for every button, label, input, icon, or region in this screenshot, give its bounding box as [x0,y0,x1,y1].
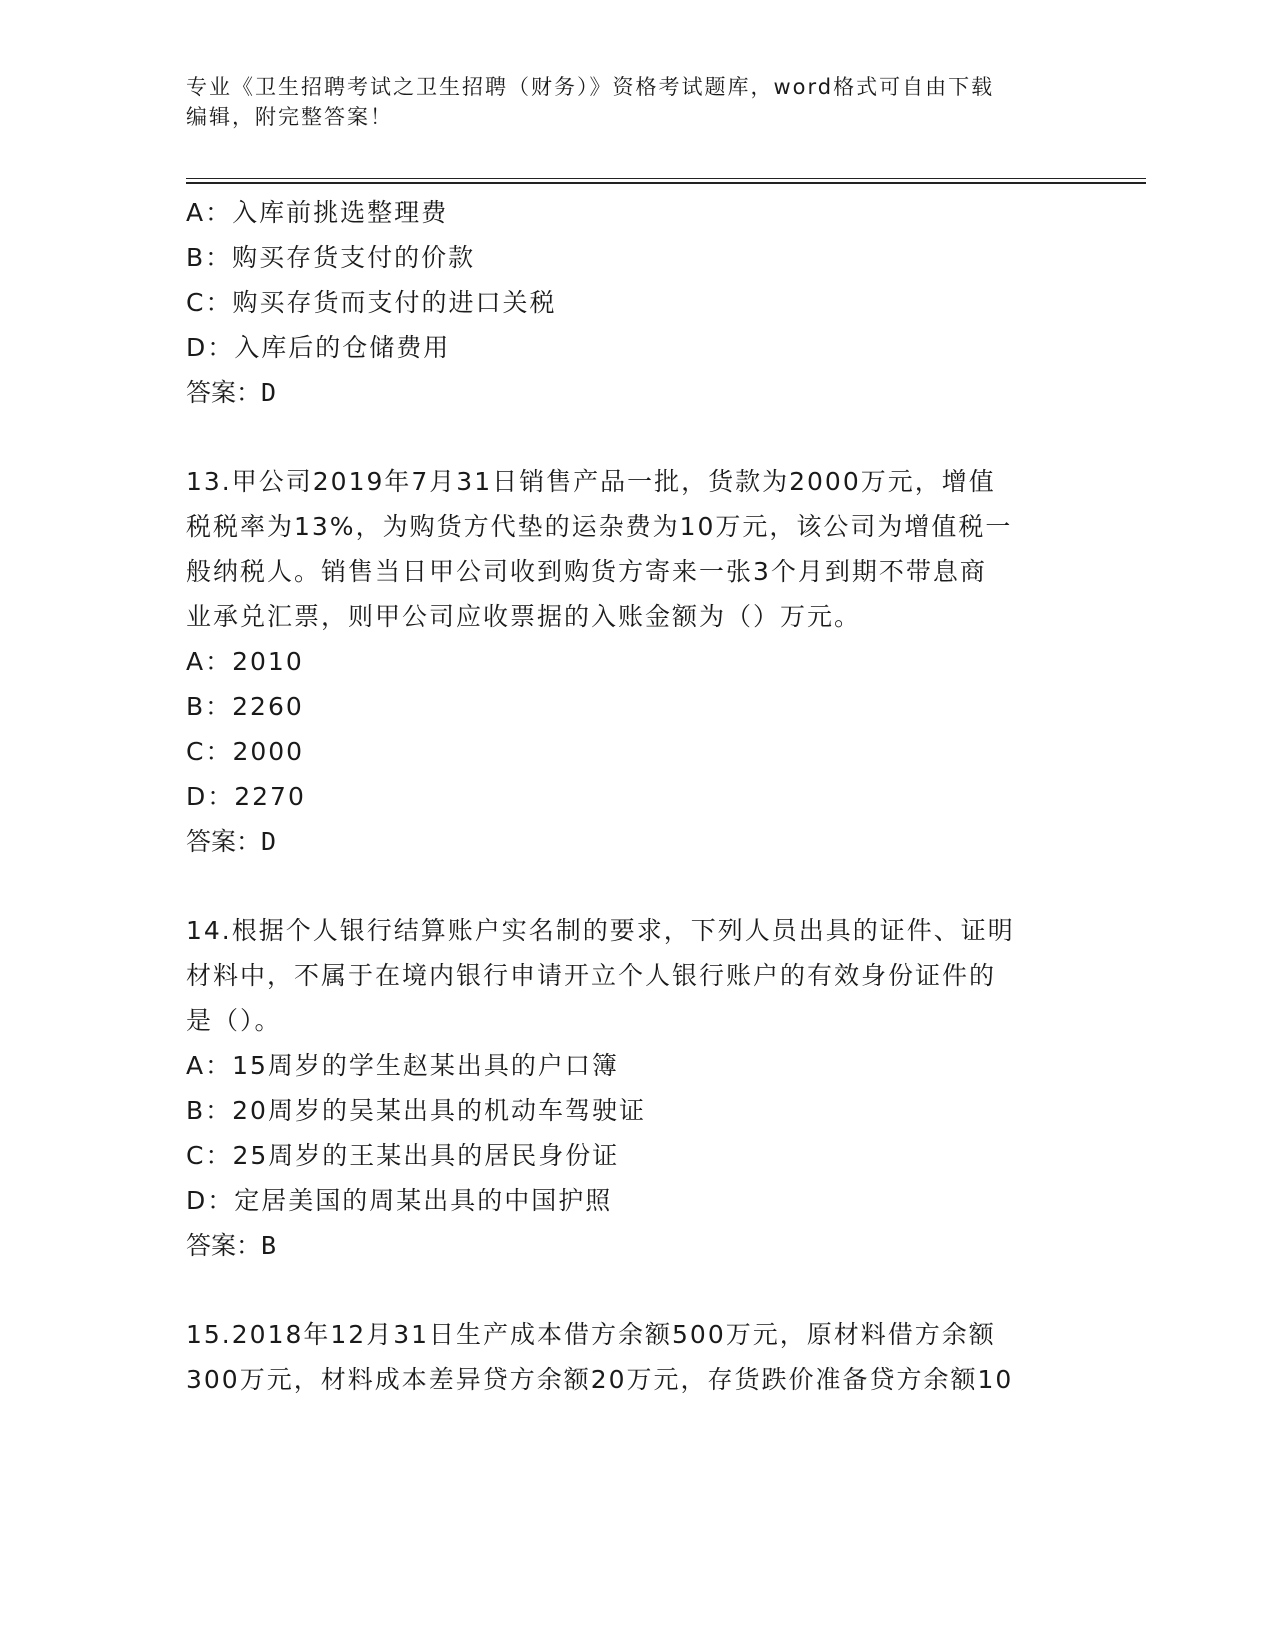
option-a: A：入库前挑选整理费 [186,198,449,227]
option-d: D：定居美国的周某出具的中国护照 [186,1186,613,1215]
option-a: A：15周岁的学生赵某出具的户口簿 [186,1051,619,1080]
question-stem-line: 300万元，材料成本差异贷方余额20万元，存货跌价准备贷方余额10 [186,1365,1014,1394]
header-line-1: 专业《卫生招聘考试之卫生招聘（财务）》资格考试题库，word格式可自由下载 [186,75,995,99]
question-list [186,190,1086,1402]
option-c: C：2000 [186,737,305,766]
question-stem-line: 14.根据个人银行结算账户实名制的要求，下列人员出具的证件、证明 [186,916,1015,945]
option-b: B：2260 [186,692,304,721]
question-14 [186,908,1086,1268]
question-stem-line: 税税率为13%，为购货方代垫的运杂费为10万元，该公司为增值税一 [186,512,1013,541]
question-stem-line: 15.2018年12月31日生产成本借方余额500万元，原材料借方余额 [186,1320,996,1349]
question-stem-line: 般纳税人。销售当日甲公司收到购货方寄来一张3个月到期不带息商 [186,557,987,586]
question-stem-line: 材料中，不属于在境内银行申请开立个人银行账户的有效身份证件的 [186,961,997,990]
question-stem-line: 13.甲公司2019年7月31日销售产品一批，货款为2000万元，增值 [186,467,996,496]
answer: 答案：D [186,378,277,407]
answer: 答案：B [186,1231,277,1260]
option-b: B：20周岁的吴某出具的机动车驾驶证 [186,1096,646,1125]
question-13 [186,459,1086,864]
question-12 [186,190,1086,415]
header-divider-thin [186,178,1146,179]
option-c: C：购买存货而支付的进口关税 [186,288,557,317]
header-divider-thick [186,182,1146,184]
option-d: D：2270 [186,782,306,811]
option-b: B：购买存货支付的价款 [186,243,476,272]
document-header [186,72,1086,132]
option-a: A：2010 [186,647,304,676]
header-line-2: 编辑，附完整答案！ [186,105,393,129]
question-stem-line: 是（）。 [186,1006,282,1035]
option-d: D：入库后的仓储费用 [186,333,451,362]
option-c: C：25周岁的王某出具的居民身份证 [186,1141,620,1170]
question-15 [186,1312,1086,1402]
question-stem-line: 业承兑汇票，则甲公司应收票据的入账金额为（）万元。 [186,602,862,631]
answer: 答案：D [186,827,277,856]
